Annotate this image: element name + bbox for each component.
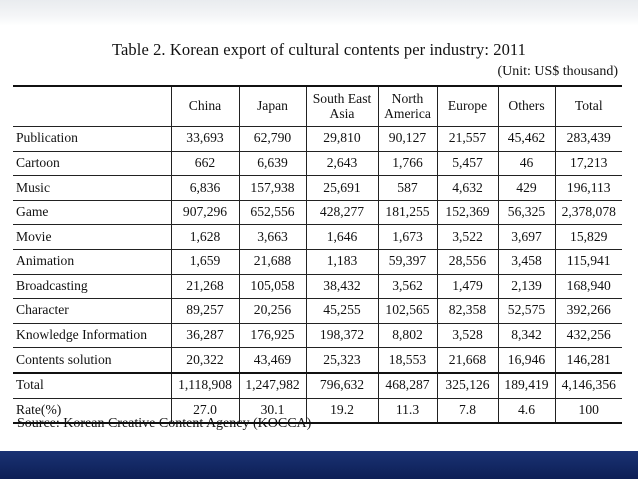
row-label: Total xyxy=(13,373,171,398)
bottom-footer-band xyxy=(0,451,638,479)
table-row xyxy=(13,299,622,324)
table-row xyxy=(13,373,622,398)
table-cell: 30.1 xyxy=(239,398,306,423)
export-table xyxy=(13,85,622,424)
table-cell: 181,255 xyxy=(378,200,437,225)
table-cell: 6,639 xyxy=(239,151,306,176)
table-row xyxy=(13,151,622,176)
table-cell: 43,469 xyxy=(239,348,306,373)
table-cell: 7.8 xyxy=(437,398,498,423)
row-label: Knowledge Information xyxy=(13,323,171,348)
table-cell: 428,277 xyxy=(306,200,378,225)
header-south-east-asia: South East Asia xyxy=(306,86,378,127)
table-cell: 8,802 xyxy=(378,323,437,348)
table-cell: 20,256 xyxy=(239,299,306,324)
table-row xyxy=(13,348,622,373)
table-cell: 4.6 xyxy=(498,398,555,423)
table-cell: 21,268 xyxy=(171,274,239,299)
table-cell: 16,946 xyxy=(498,348,555,373)
table-cell: 89,257 xyxy=(171,299,239,324)
table-cell: 2,378,078 xyxy=(555,200,622,225)
table-row xyxy=(13,127,622,152)
table-cell: 1,628 xyxy=(171,225,239,250)
row-label: Character xyxy=(13,299,171,324)
table-cell: 17,213 xyxy=(555,151,622,176)
table-cell: 3,663 xyxy=(239,225,306,250)
table-row xyxy=(13,274,622,299)
table-cell: 3,562 xyxy=(378,274,437,299)
row-label: Cartoon xyxy=(13,151,171,176)
table-cell: 15,829 xyxy=(555,225,622,250)
row-label: Animation xyxy=(13,249,171,274)
table-cell: 168,940 xyxy=(555,274,622,299)
table-cell: 429 xyxy=(498,176,555,201)
table-cell: 56,325 xyxy=(498,200,555,225)
table-cell: 4,632 xyxy=(437,176,498,201)
unit-note: (Unit: US$ thousand) xyxy=(497,64,618,79)
table-cell: 8,342 xyxy=(498,323,555,348)
table-cell: 21,668 xyxy=(437,348,498,373)
table-cell: 1,766 xyxy=(378,151,437,176)
table-cell: 3,528 xyxy=(437,323,498,348)
table-cell: 33,693 xyxy=(171,127,239,152)
table-cell: 2,643 xyxy=(306,151,378,176)
table-cell: 19.2 xyxy=(306,398,378,423)
header-china: China xyxy=(171,86,239,127)
table-cell: 45,462 xyxy=(498,127,555,152)
table-cell: 18,553 xyxy=(378,348,437,373)
table-cell: 196,113 xyxy=(555,176,622,201)
table-cell: 52,575 xyxy=(498,299,555,324)
header-corner xyxy=(13,86,171,127)
table-cell: 1,659 xyxy=(171,249,239,274)
table-cell: 152,369 xyxy=(437,200,498,225)
table-cell: 27.0 xyxy=(171,398,239,423)
table-cell: 21,688 xyxy=(239,249,306,274)
table-title: Table 2. Korean export of cultural contents per industry: 2011 xyxy=(111,40,527,59)
table-cell: 283,439 xyxy=(555,127,622,152)
table-cell: 1,646 xyxy=(306,225,378,250)
table-cell: 6,836 xyxy=(171,176,239,201)
table-cell: 176,925 xyxy=(239,323,306,348)
table-cell: 115,941 xyxy=(555,249,622,274)
row-label: Music xyxy=(13,176,171,201)
table-cell: 796,632 xyxy=(306,373,378,398)
table-cell: 432,256 xyxy=(555,323,622,348)
header-row xyxy=(13,86,622,127)
table-row xyxy=(13,225,622,250)
table-cell: 325,126 xyxy=(437,373,498,398)
table-cell: 90,127 xyxy=(378,127,437,152)
table-cell: 36,287 xyxy=(171,323,239,348)
table-body xyxy=(13,127,622,424)
row-label: Publication xyxy=(13,127,171,152)
top-header-band xyxy=(0,0,638,26)
table-cell: 1,118,908 xyxy=(171,373,239,398)
table-cell: 2,139 xyxy=(498,274,555,299)
table-row xyxy=(13,200,622,225)
table-row xyxy=(13,323,622,348)
table-cell: 189,419 xyxy=(498,373,555,398)
table-cell: 3,458 xyxy=(498,249,555,274)
table-row xyxy=(13,176,622,201)
table-cell: 28,556 xyxy=(437,249,498,274)
table-cell: 62,790 xyxy=(239,127,306,152)
table-cell: 587 xyxy=(378,176,437,201)
table-cell: 45,255 xyxy=(306,299,378,324)
header-others: Others xyxy=(498,86,555,127)
table-cell: 105,058 xyxy=(239,274,306,299)
table-cell: 1,479 xyxy=(437,274,498,299)
row-label: Game xyxy=(13,200,171,225)
table-cell: 38,432 xyxy=(306,274,378,299)
table-cell: 5,457 xyxy=(437,151,498,176)
table-cell: 1,183 xyxy=(306,249,378,274)
table-cell: 21,557 xyxy=(437,127,498,152)
table-cell: 468,287 xyxy=(378,373,437,398)
table-cell: 1,673 xyxy=(378,225,437,250)
table-cell: 652,556 xyxy=(239,200,306,225)
table-cell: 29,810 xyxy=(306,127,378,152)
header-europe: Europe xyxy=(437,86,498,127)
header-total: Total xyxy=(555,86,622,127)
header-japan: Japan xyxy=(239,86,306,127)
table-row xyxy=(13,249,622,274)
table-cell: 11.3 xyxy=(378,398,437,423)
table-cell: 198,372 xyxy=(306,323,378,348)
table-cell: 157,938 xyxy=(239,176,306,201)
header-north-america: North America xyxy=(378,86,437,127)
table-cell: 3,522 xyxy=(437,225,498,250)
source-note: Source: Korean Creative Content Agency (KOCCA) xyxy=(17,416,312,431)
table-cell: 100 xyxy=(555,398,622,423)
row-label: Movie xyxy=(13,225,171,250)
table-cell: 662 xyxy=(171,151,239,176)
table-cell: 4,146,356 xyxy=(555,373,622,398)
table-cell: 102,565 xyxy=(378,299,437,324)
table-cell: 82,358 xyxy=(437,299,498,324)
table-cell: 25,691 xyxy=(306,176,378,201)
table-cell: 46 xyxy=(498,151,555,176)
row-label: Contents solution xyxy=(13,348,171,373)
table-cell: 907,296 xyxy=(171,200,239,225)
table-cell: 146,281 xyxy=(555,348,622,373)
row-label: Rate(%) xyxy=(13,398,171,423)
table-cell: 1,247,982 xyxy=(239,373,306,398)
table-cell: 392,266 xyxy=(555,299,622,324)
row-label: Broadcasting xyxy=(13,274,171,299)
table-cell: 59,397 xyxy=(378,249,437,274)
table-cell: 20,322 xyxy=(171,348,239,373)
table-cell: 3,697 xyxy=(498,225,555,250)
table-cell: 25,323 xyxy=(306,348,378,373)
